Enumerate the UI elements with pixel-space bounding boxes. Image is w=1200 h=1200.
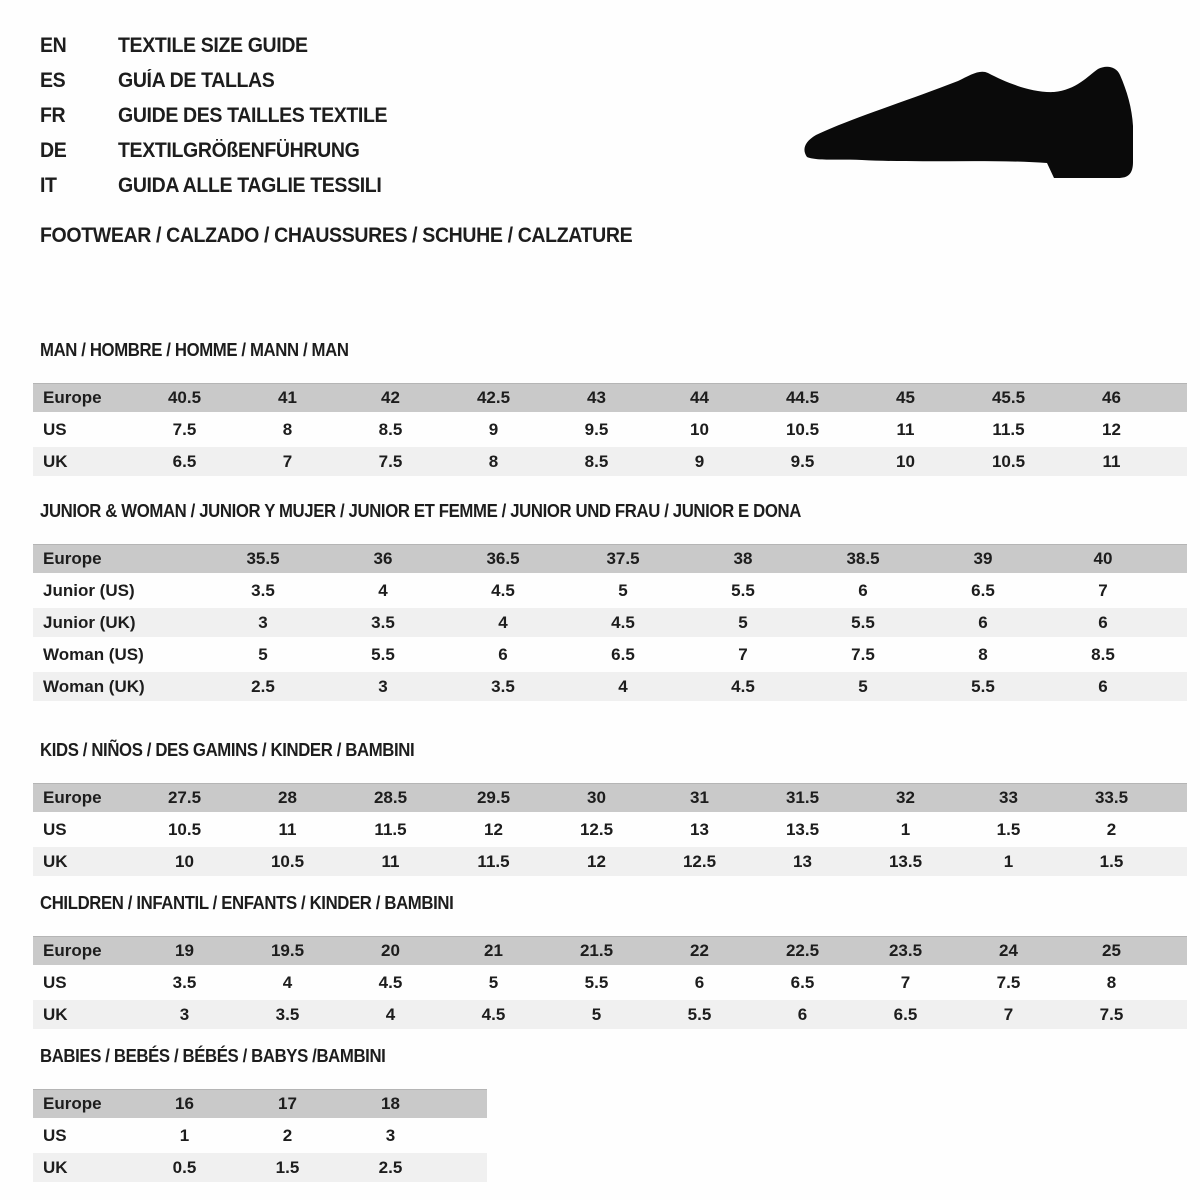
row-end-spacer — [1163, 847, 1187, 876]
language-code: EN — [40, 34, 67, 57]
size-cell: 2 — [1106, 819, 1117, 839]
size-cell: 1 — [179, 1125, 190, 1145]
babies-size-table — [33, 1086, 487, 1185]
table-row — [33, 968, 1187, 997]
size-cell: 4 — [282, 972, 293, 992]
language-row — [40, 63, 407, 98]
size-cell: 6 — [1043, 672, 1163, 701]
size-cell: 7.5 — [1060, 1000, 1163, 1029]
size-cell: 7 — [236, 447, 339, 476]
section-babies — [0, 1046, 1200, 1185]
size-cell: 3.5 — [172, 972, 197, 992]
language-code: FR — [40, 104, 66, 127]
row-label: UK — [33, 1000, 133, 1029]
row-end-spacer — [1163, 576, 1187, 605]
size-cell: 6.5 — [790, 972, 815, 992]
size-cell: 5 — [545, 1000, 648, 1029]
row-label: UK — [33, 447, 133, 476]
size-cell: 45 — [854, 383, 957, 412]
size-cell: 10.5 — [236, 847, 339, 876]
size-tables-area — [0, 340, 1200, 1185]
size-cell: 41 — [236, 383, 339, 412]
table-row — [33, 640, 1187, 669]
size-cell: 10.5 — [957, 447, 1060, 476]
size-cell: 11 — [339, 847, 442, 876]
table-header-row — [33, 936, 1187, 965]
size-cell: 19 — [133, 936, 236, 965]
size-cell: 18 — [339, 1089, 442, 1118]
size-cell: 6 — [498, 644, 508, 664]
size-cell: 4 — [378, 580, 388, 600]
guide-title-en: TEXTILE SIZE GUIDE — [118, 34, 308, 57]
table-header-row — [33, 383, 1187, 412]
row-end-spacer — [1163, 608, 1187, 637]
size-cell: 3 — [203, 608, 323, 637]
language-row — [40, 28, 407, 63]
size-cell: 4.5 — [442, 1000, 545, 1029]
size-cell: 38 — [683, 544, 803, 573]
row-label: Woman (US) — [43, 644, 144, 664]
size-cell: 21 — [442, 936, 545, 965]
size-cell: 10 — [854, 447, 957, 476]
size-cell: 44.5 — [751, 383, 854, 412]
size-cell: 16 — [133, 1089, 236, 1118]
row-label: Europe — [33, 544, 203, 573]
language-row — [40, 168, 407, 203]
row-label: Europe — [33, 1089, 133, 1118]
size-cell: 40.5 — [133, 383, 236, 412]
size-cell: 6 — [751, 1000, 854, 1029]
size-cell: 0.5 — [133, 1153, 236, 1182]
size-cell: 6 — [923, 608, 1043, 637]
size-cell: 45.5 — [957, 383, 1060, 412]
size-cell: 10 — [690, 419, 709, 439]
size-cell: 6.5 — [611, 644, 635, 664]
size-cell: 3.5 — [443, 672, 563, 701]
size-cell: 43 — [545, 383, 648, 412]
row-end-spacer — [1163, 544, 1187, 573]
row-end-spacer — [442, 1153, 487, 1182]
dress-shoe-icon — [800, 64, 1140, 189]
table-row — [33, 608, 1187, 637]
section-title: KIDS / NIÑOS / DES GAMINS / KINDER / BAMBINI — [40, 740, 415, 760]
size-cell: 8.5 — [545, 447, 648, 476]
size-cell: 42.5 — [442, 383, 545, 412]
row-label: US — [43, 419, 67, 439]
row-end-spacer — [1163, 1000, 1187, 1029]
size-cell: 35.5 — [203, 544, 323, 573]
size-cell: 7.5 — [339, 447, 442, 476]
table-row — [33, 576, 1187, 605]
row-label: Junior (US) — [43, 580, 135, 600]
row-label: Woman (UK) — [33, 672, 203, 701]
guide-title-fr: GUIDE DES TAILLES TEXTILE — [118, 104, 388, 127]
size-cell: 1 — [957, 847, 1060, 876]
row-label: UK — [33, 847, 133, 876]
size-cell: 1 — [900, 819, 911, 839]
size-cell: 42 — [339, 383, 442, 412]
size-cell: 3.5 — [236, 1000, 339, 1029]
size-cell: 7 — [900, 972, 911, 992]
table-row — [33, 815, 1187, 844]
language-code: IT — [40, 174, 57, 197]
size-cell: 8 — [1106, 972, 1117, 992]
size-cell: 21.5 — [545, 936, 648, 965]
size-cell: 39 — [923, 544, 1043, 573]
size-cell: 22 — [648, 936, 751, 965]
size-cell: 10 — [133, 847, 236, 876]
size-cell: 5 — [488, 972, 499, 992]
row-label: Europe — [33, 383, 133, 412]
row-end-spacer — [1163, 968, 1187, 997]
size-cell: 10.5 — [167, 819, 202, 839]
size-cell: 1.5 — [996, 819, 1021, 839]
size-cell: 24 — [957, 936, 1060, 965]
table-row — [33, 447, 1187, 476]
table-header-row — [33, 783, 1187, 812]
language-code: DE — [40, 139, 67, 162]
table-row — [33, 1121, 487, 1150]
section-junior-woman — [0, 501, 1200, 704]
table-row — [33, 1153, 487, 1182]
size-cell: 28.5 — [339, 783, 442, 812]
junior-woman-size-table — [33, 541, 1187, 704]
size-cell: 5.5 — [923, 672, 1043, 701]
size-cell: 4.5 — [563, 608, 683, 637]
size-cell: 30 — [545, 783, 648, 812]
size-cell: 31 — [648, 783, 751, 812]
guide-title-it: GUIDA ALLE TAGLIE TESSILI — [118, 174, 382, 197]
size-cell: 9.5 — [751, 447, 854, 476]
size-cell: 8.5 — [1091, 644, 1115, 664]
section-title: BABIES / BEBÉS / BÉBÉS / BABYS /BAMBINI — [40, 1046, 386, 1066]
row-label: Europe — [33, 936, 133, 965]
row-end-spacer — [1163, 936, 1187, 965]
row-label: Europe — [33, 783, 133, 812]
size-cell: 6.5 — [133, 447, 236, 476]
size-cell: 36 — [323, 544, 443, 573]
size-cell: 5.5 — [371, 644, 395, 664]
size-cell: 8 — [282, 419, 293, 439]
size-cell: 7 — [738, 644, 748, 664]
size-cell: 7 — [957, 1000, 1060, 1029]
row-label: US — [43, 1125, 67, 1145]
table-header-row — [33, 544, 1187, 573]
size-cell: 10.5 — [785, 419, 820, 439]
kids-size-table — [33, 780, 1187, 879]
row-label: UK — [33, 1153, 133, 1182]
table-header-row — [33, 1089, 487, 1118]
row-end-spacer — [1163, 672, 1187, 701]
size-cell: 2.5 — [339, 1153, 442, 1182]
row-end-spacer — [1163, 783, 1187, 812]
row-end-spacer — [442, 1121, 487, 1150]
size-cell: 37.5 — [563, 544, 683, 573]
size-cell: 7.5 — [172, 419, 197, 439]
size-cell: 31.5 — [751, 783, 854, 812]
section-children — [0, 893, 1200, 1032]
size-cell: 25 — [1060, 936, 1163, 965]
size-cell: 11.5 — [992, 419, 1025, 439]
size-cell: 11 — [1060, 447, 1163, 476]
size-cell: 13 — [751, 847, 854, 876]
guide-title-es: GUÍA DE TALLAS — [118, 69, 275, 92]
size-cell: 11.5 — [374, 819, 407, 839]
table-row — [33, 672, 1187, 701]
size-cell: 38.5 — [803, 544, 923, 573]
man-size-table — [33, 380, 1187, 479]
row-end-spacer — [1163, 383, 1187, 412]
size-cell: 3.5 — [251, 580, 275, 600]
size-cell: 5.5 — [803, 608, 923, 637]
size-cell: 3 — [385, 1125, 396, 1145]
size-cell: 36.5 — [443, 544, 563, 573]
size-cell: 27.5 — [133, 783, 236, 812]
size-cell: 40 — [1043, 544, 1163, 573]
size-cell: 5 — [258, 644, 268, 664]
size-cell: 4.5 — [491, 580, 515, 600]
size-cell: 12 — [484, 819, 503, 839]
section-title: CHILDREN / INFANTIL / ENFANTS / KINDER / BAMBINI — [40, 893, 454, 913]
size-cell: 9 — [648, 447, 751, 476]
size-cell: 8.5 — [378, 419, 403, 439]
size-cell: 11 — [896, 419, 915, 439]
size-cell: 13 — [690, 819, 709, 839]
size-cell: 44 — [648, 383, 751, 412]
size-cell: 6 — [694, 972, 705, 992]
size-cell: 46 — [1060, 383, 1163, 412]
size-cell: 7 — [1098, 580, 1108, 600]
size-cell: 2.5 — [203, 672, 323, 701]
section-kids — [0, 740, 1200, 879]
table-row — [33, 1000, 1187, 1029]
size-cell: 32 — [854, 783, 957, 812]
size-cell: 11.5 — [442, 847, 545, 876]
section-man — [0, 340, 1200, 479]
size-cell: 13.5 — [785, 819, 820, 839]
size-cell: 5.5 — [584, 972, 609, 992]
language-code: ES — [40, 69, 66, 92]
size-cell: 11 — [278, 819, 297, 839]
size-cell: 13.5 — [854, 847, 957, 876]
size-cell: 3 — [323, 672, 443, 701]
category-heading: FOOTWEAR / CALZADO / CHAUSSURES / SCHUHE / CALZATURE — [40, 224, 633, 247]
size-cell: 5.5 — [648, 1000, 751, 1029]
row-end-spacer — [1163, 640, 1187, 669]
size-cell: 8 — [978, 644, 988, 664]
size-cell: 7.5 — [996, 972, 1021, 992]
row-end-spacer — [1163, 415, 1187, 444]
size-cell: 17 — [236, 1089, 339, 1118]
children-size-table — [33, 933, 1187, 1032]
size-cell: 4.5 — [378, 972, 403, 992]
row-end-spacer — [1163, 815, 1187, 844]
size-cell: 28 — [236, 783, 339, 812]
row-end-spacer — [442, 1089, 487, 1118]
size-cell: 6.5 — [971, 580, 995, 600]
row-end-spacer — [1163, 447, 1187, 476]
guide-title-de: TEXTILGRÖßENFÜHRUNG — [118, 139, 360, 162]
size-cell: 4 — [339, 1000, 442, 1029]
table-row — [33, 415, 1187, 444]
size-cell: 12 — [545, 847, 648, 876]
row-label: Junior (UK) — [33, 608, 203, 637]
size-cell: 3.5 — [323, 608, 443, 637]
size-cell: 5 — [683, 608, 803, 637]
size-cell: 5 — [618, 580, 628, 600]
size-cell: 5 — [803, 672, 923, 701]
size-cell: 6 — [858, 580, 868, 600]
size-cell: 9 — [488, 419, 499, 439]
size-cell: 12.5 — [579, 819, 614, 839]
size-cell: 4 — [563, 672, 683, 701]
size-cell: 4 — [443, 608, 563, 637]
section-title: JUNIOR & WOMAN / JUNIOR Y MUJER / JUNIOR ET FEMME / JUNIOR UND FRAU / JUNIOR E DONA — [40, 501, 801, 521]
size-cell: 33 — [957, 783, 1060, 812]
size-cell: 22.5 — [751, 936, 854, 965]
row-label: US — [43, 819, 67, 839]
size-cell: 33.5 — [1060, 783, 1163, 812]
size-cell: 2 — [282, 1125, 293, 1145]
size-cell: 1.5 — [1060, 847, 1163, 876]
size-cell: 23.5 — [854, 936, 957, 965]
language-title-list — [40, 28, 407, 203]
section-title: MAN / HOMBRE / HOMME / MANN / MAN — [40, 340, 349, 360]
size-cell: 6 — [1043, 608, 1163, 637]
size-cell: 7.5 — [851, 644, 875, 664]
size-cell: 5.5 — [731, 580, 755, 600]
size-cell: 8 — [442, 447, 545, 476]
table-row — [33, 847, 1187, 876]
row-label: US — [43, 972, 67, 992]
size-cell: 12 — [1102, 419, 1121, 439]
size-cell: 6.5 — [854, 1000, 957, 1029]
size-cell: 4.5 — [683, 672, 803, 701]
language-row — [40, 98, 407, 133]
size-cell: 20 — [339, 936, 442, 965]
size-cell: 29.5 — [442, 783, 545, 812]
size-cell: 3 — [133, 1000, 236, 1029]
size-cell: 12.5 — [648, 847, 751, 876]
size-cell: 1.5 — [236, 1153, 339, 1182]
language-row — [40, 133, 407, 168]
size-cell: 9.5 — [584, 419, 609, 439]
size-cell: 19.5 — [236, 936, 339, 965]
